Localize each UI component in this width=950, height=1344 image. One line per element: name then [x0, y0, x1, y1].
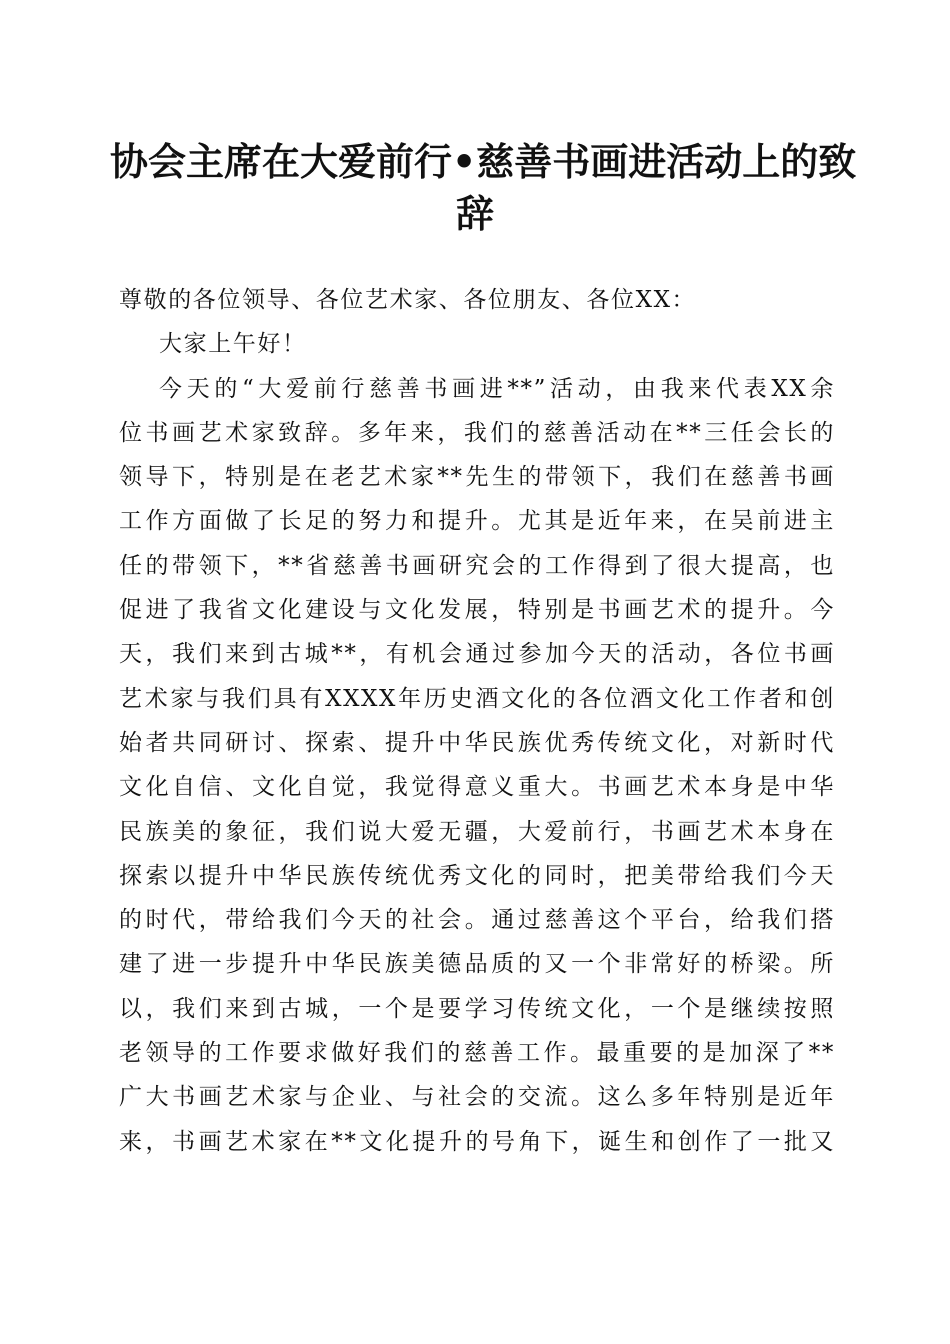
- paragraph-line: 位书画艺术家致辞。多年来，我们的慈善活动在**三任会长的: [119, 419, 835, 446]
- paragraph-line: 促进了我省文化建设与文化发展，特别是书画艺术的提升。今: [119, 597, 835, 624]
- paragraph-line: 艺术家与我们具有XXXX年历史酒文化的各位酒文化工作者和创: [119, 685, 835, 712]
- paragraph-line: 领导下，特别是在老艺术家**先生的带领下，我们在慈善书画: [119, 464, 835, 491]
- paragraph-line: 始者共同研讨、探索、提升中华民族优秀传统文化，对新时代: [119, 729, 835, 756]
- document-body: [119, 278, 835, 1164]
- paragraph-line: 天，我们来到古城**，有机会通过参加今天的活动，各位书画: [119, 641, 835, 668]
- paragraph-line: 工作方面做了长足的努力和提升。尤其是近年来，在吴前进主: [119, 508, 835, 535]
- paragraph-line: 广大书画艺术家与企业、与社会的交流。这么多年特别是近年: [119, 1084, 835, 1111]
- title-line-1: 协会主席在大爱前行•慈善书画进活动上的致: [110, 139, 857, 184]
- paragraph-line: 老领导的工作要求做好我们的慈善工作。最重要的是加深了**: [119, 1040, 835, 1067]
- document-title: [110, 136, 857, 240]
- paragraph-line: 民族美的象征，我们说大爱无疆，大爱前行，书画艺术本身在: [119, 818, 835, 845]
- title-line-2: 辞: [455, 191, 494, 236]
- paragraph-line: 今天的“大爱前行慈善书画进**”活动，由我来代表XX余: [159, 375, 835, 402]
- paragraph-line: 建了进一步提升中华民族美德品质的又一个非常好的桥梁。所: [119, 951, 835, 978]
- paragraph-line: 的时代，带给我们今天的社会。通过慈善这个平台，给我们搭: [119, 907, 835, 934]
- salutation: 尊敬的各位领导、各位艺术家、各位朋友、各位XX：: [119, 287, 697, 313]
- greeting: 大家上午好！: [159, 331, 307, 358]
- paragraph-line: 文化自信、文化自觉，我觉得意义重大。书画艺术本身是中华: [119, 774, 835, 801]
- speech-paragraph: [119, 367, 835, 1164]
- paragraph-line: 以，我们来到古城，一个是要学习传统文化，一个是继续按照: [119, 995, 835, 1022]
- paragraph-line: 探索以提升中华民族传统优秀文化的同时，把美带给我们今天: [119, 862, 835, 889]
- paragraph-line: 任的带领下，**省慈善书画研究会的工作得到了很大提高，也: [119, 552, 835, 579]
- paragraph-line: 来，书画艺术家在**文化提升的号角下，诞生和创作了一批又: [119, 1128, 835, 1155]
